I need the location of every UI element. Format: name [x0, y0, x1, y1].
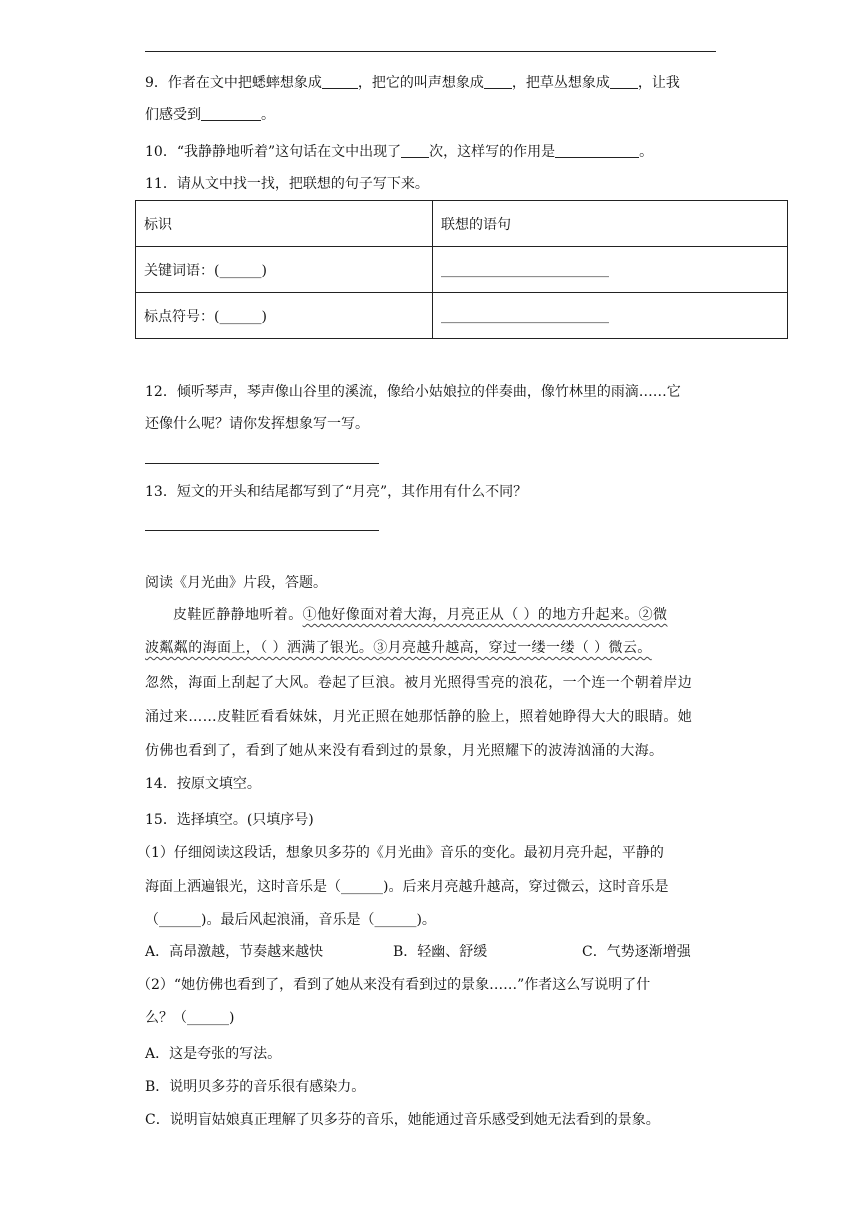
question-9-line-1 — [145, 73, 680, 93]
q9-blank-3[interactable] — [610, 74, 638, 89]
q12-answer-line[interactable] — [145, 463, 379, 464]
passage-line-5: 仿佛也看到了，看到了她从来没有看到过的景象，月光照耀下的波涛汹涌的大海。 — [145, 743, 664, 759]
passage-line-3: 忽然，海面上刮起了大风。卷起了巨浪。被月光照得雪亮的浪花，一个连一个朝着岸边 — [145, 675, 693, 691]
q15-sub2-line-1: （2）“她仿佛也看到了，看到了她从来没有看到过的景象……”作者这么写说明了什 — [137, 977, 651, 993]
q10-text-2: 次，这样写的作用是 — [429, 144, 556, 160]
table-cell-keyword-answer[interactable]: ________________________ — [433, 247, 788, 293]
q10-blank-1[interactable] — [401, 143, 429, 158]
q9-blank-2[interactable] — [484, 74, 512, 89]
question-9-line-2 — [145, 105, 275, 125]
q15-option-c: C．气势逐渐增强 — [582, 944, 691, 960]
q10-text-3: 。 — [639, 144, 654, 160]
q9-text-6: 。 — [261, 107, 275, 123]
q9-blank-4[interactable] — [201, 106, 261, 121]
header-rule — [145, 51, 716, 52]
association-table — [135, 200, 788, 339]
table-cell-punctuation-answer[interactable]: ________________________ — [433, 293, 788, 339]
q15-answer-a: A．这是夸张的写法。 — [145, 1046, 282, 1062]
q15-answer-c: C．说明盲姑娘真正理解了贝多芬的音乐，她能通过音乐感受到她无法看到的景象。 — [145, 1112, 660, 1128]
table-row — [136, 293, 788, 339]
q15-sub1-line-1: （1）仔细阅读这段话，想象贝多芬的《月光曲》音乐的变化。最初月亮升起，平静的 — [137, 845, 664, 861]
q15-sub1-line-2: 海面上洒遍银光，这时音乐是（______)。后来月亮越升越高，穿过微云，这时音乐是 — [145, 879, 669, 895]
passage-line-1 — [173, 605, 667, 625]
question-15: 15．选择填空。(只填序号) — [145, 812, 314, 828]
table-row — [136, 247, 788, 293]
q15-option-a: A．高昂激越，节奏越来越快 — [145, 944, 324, 960]
table-cell-punctuation-label[interactable]: 标点符号：(______) — [136, 293, 433, 339]
q9-text-2: ，把它的叫声想象成 — [357, 75, 484, 91]
passage-wavy-text: 波粼粼的海面上，（ ）洒满了银光。③月亮越升越高，穿过一缕一缕（ ）微云。 — [145, 640, 652, 656]
question-14: 14．按原文填空。 — [145, 776, 261, 792]
question-12-line-2: 还像什么呢？请你发挥想象写一写。 — [145, 416, 369, 432]
q10-blank-2[interactable] — [555, 143, 639, 158]
table-header-cell: 标识 — [136, 201, 433, 247]
passage-line-2 — [145, 638, 652, 658]
q15-answer-b: B．说明贝多芬的音乐很有感染力。 — [145, 1079, 366, 1095]
q9-text-4: ，让我 — [637, 75, 680, 91]
question-13: 13．短文的开头和结尾都写到了“月亮”，其作用有什么不同？ — [145, 484, 528, 500]
question-10 — [145, 142, 653, 162]
q9-text-3: ，把草丛想象成 — [511, 75, 610, 91]
q10-text-1: 10．“我静静地听着”这句话在文中出现了 — [145, 144, 402, 160]
q13-answer-line[interactable] — [145, 530, 379, 531]
q9-text-1: 9．作者在文中把蟋蟀想象成 — [145, 75, 322, 91]
passage-wavy-text: ①他好像面对着大海，月亮正从（ ）的地方升起来。②微 — [302, 607, 668, 623]
reading-title: 阅读《月光曲》片段，答题。 — [145, 575, 327, 591]
q15-option-b: B．轻幽、舒缓 — [393, 944, 488, 960]
table-header-cell: 联想的语句 — [433, 201, 788, 247]
q15-sub1-line-3: （______)。最后风起浪涌，音乐是（______)。 — [145, 912, 436, 928]
table-cell-keyword-label[interactable]: 关键词语：(______) — [136, 247, 433, 293]
question-11: 11．请从文中找一找，把联想的句子写下来。 — [145, 176, 429, 192]
passage-line-4: 涌过来……皮鞋匠看看妹妹，月光正照在她那恬静的脸上，照着她睁得大大的眼睛。她 — [145, 709, 693, 725]
q15-sub2-line-2: 么？（______) — [145, 1010, 235, 1026]
q9-blank-1[interactable] — [322, 74, 358, 89]
table-row — [136, 201, 788, 247]
question-12-line-1: 12．倾听琴声，琴声像山谷里的溪流，像给小姑娘拉的伴奏曲，像竹林里的雨滴……它 — [145, 384, 681, 400]
passage-text: 皮鞋匠静静地听着。 — [173, 607, 303, 623]
q9-text-5: 们感受到 — [145, 107, 201, 123]
